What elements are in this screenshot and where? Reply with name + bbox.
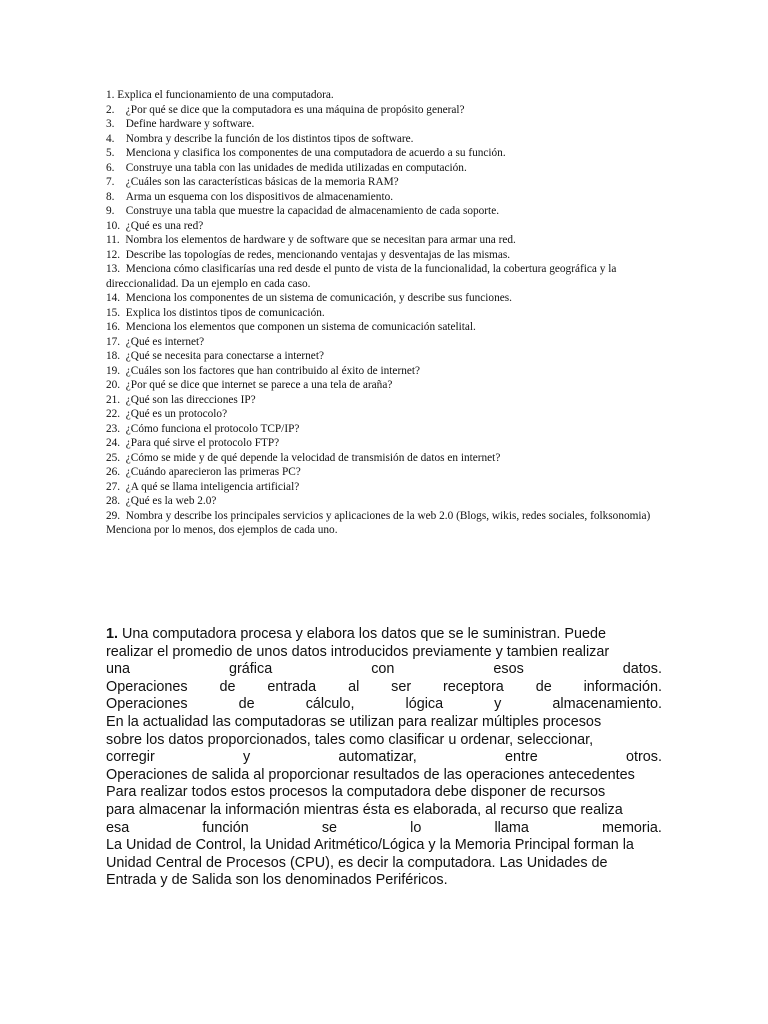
question-item: 11. Nombra los elementos de hardware y de software que se necesitan para armar una red. bbox=[106, 234, 516, 246]
answer-word: y bbox=[242, 749, 251, 766]
question-item: 15. Explica los distintos tipos de comunicación. bbox=[106, 306, 325, 319]
answer-line: Unidad Central de Procesos (CPU), es decir la computadora. Las Unidades de bbox=[106, 854, 608, 871]
answer-word: lógica bbox=[405, 696, 444, 713]
question-item: 29. Nombra y describe los principales servicios y aplicaciones de la web 2.0 (Blogs, wikis, redes sociales, folksonomia) Menciona por lo menos, dos ejemplos de cada uno. bbox=[106, 509, 651, 536]
question-item: 1. Explica el funcionamiento de una computadora. bbox=[106, 89, 334, 101]
answer-word: lo bbox=[410, 819, 422, 836]
answer-word: llama bbox=[494, 819, 529, 836]
answer-word: Operaciones bbox=[106, 678, 188, 695]
question-item: 19. ¿Cuáles son los factores que han contribuido al éxito de internet? bbox=[106, 364, 421, 377]
answer-text: Una computadora procesa y elabora los datos que se le suministran. Puede bbox=[118, 626, 606, 642]
answer-word: gráfica bbox=[229, 661, 273, 678]
question-item: 5. Menciona y clasifica los componentes de una computadora de acuerdo a su función. bbox=[106, 147, 506, 159]
question-item: 4. Nombra y describe la función de los distintos tipos de software. bbox=[106, 132, 414, 145]
answer-word: cálculo, bbox=[305, 696, 355, 713]
question-item: 6. Construye una tabla con las unidades de medida utilizadas en computación. bbox=[106, 161, 467, 174]
answer-line: para almacenar la información mientras ésta es elaborada, al recurso que realiza bbox=[106, 801, 623, 818]
answer-word: se bbox=[321, 819, 338, 836]
question-item: 13. Menciona cómo clasificarías una red desde el punto de vista de la funcionalidad, la cobertura geográfica y la direccionalidad. Da un ejemplo en cada caso. bbox=[106, 263, 617, 290]
question-item: 27. ¿A qué se llama inteligencia artificial? bbox=[106, 480, 300, 493]
answer-number: 1. bbox=[106, 626, 119, 642]
answer-line: Operaciones de salida al proporcionar resultados de las operaciones antecedentes bbox=[106, 766, 635, 783]
answer-line: La Unidad de Control, la Unidad Aritmético/Lógica y la Memoria Principal forman la bbox=[106, 837, 634, 854]
answer-line bbox=[106, 820, 662, 838]
answer-word: ser bbox=[391, 678, 412, 695]
answer-word: esos bbox=[493, 661, 524, 678]
answer-line: Entrada y de Salida son los denominados Periféricos. bbox=[106, 872, 448, 889]
answer-word: una bbox=[106, 661, 131, 678]
answer-line bbox=[106, 696, 662, 714]
answer-word: automatizar, bbox=[338, 749, 417, 766]
answer-word: esa bbox=[106, 819, 130, 836]
question-item: 3. Define hardware y software. bbox=[106, 118, 255, 130]
question-item: 10. ¿Qué es una red? bbox=[106, 219, 204, 232]
answer-word: de bbox=[535, 678, 552, 695]
question-item: 9. Construye una tabla que muestre la capacidad de almacenamiento de cada soporte. bbox=[106, 205, 500, 217]
answer-word: con bbox=[371, 661, 395, 678]
question-item: 28. ¿Qué es la web 2.0? bbox=[106, 495, 217, 507]
question-item: 16. Menciona los elementos que componen un sistema de comunicación satelital. bbox=[106, 321, 476, 333]
answer-word: datos. bbox=[622, 661, 662, 678]
answer-word: otros. bbox=[626, 749, 662, 766]
answer-word: corregir bbox=[106, 749, 155, 766]
question-item: 7. ¿Cuáles son las características básicas de la memoria RAM? bbox=[106, 176, 399, 188]
answer-word: memoria. bbox=[601, 819, 662, 836]
question-item: 25. ¿Cómo se mide y de qué depende la velocidad de transmisión de datos en internet? bbox=[106, 451, 501, 464]
question-item: 22. ¿Qué es un protocolo? bbox=[106, 408, 228, 420]
answer-word: entrada bbox=[267, 678, 317, 695]
answer-word: Operaciones bbox=[106, 696, 188, 713]
answer-word: y bbox=[494, 696, 502, 713]
answer-word: almacenamiento. bbox=[552, 696, 662, 713]
question-item: 23. ¿Cómo funciona el protocolo TCP/IP? bbox=[106, 422, 300, 435]
question-item: 14. Menciona los componentes de un sistema de comunicación, y describe sus funciones. bbox=[106, 292, 512, 304]
question-list bbox=[106, 88, 666, 538]
answer-line: En la actualidad las computadoras se utilizan para realizar múltiples procesos bbox=[106, 713, 602, 730]
answer-line: sobre los datos proporcionados, tales como clasificar u ordenar, seleccionar, bbox=[106, 731, 594, 748]
answer-word: receptora bbox=[443, 678, 504, 695]
question-item: 18. ¿Qué se necesita para conectarse a internet? bbox=[106, 350, 324, 362]
answer-line: Para realizar todos estos procesos la computadora debe disponer de recursos bbox=[106, 784, 606, 801]
answer-line bbox=[106, 749, 662, 767]
answer-word: de bbox=[238, 696, 255, 713]
question-item: 12. Describe las topologías de redes, mencionando ventajas y desventajas de las mismas. bbox=[106, 248, 511, 261]
answer-word: entre bbox=[504, 749, 538, 766]
answer-block bbox=[106, 626, 662, 890]
answer-line bbox=[106, 661, 662, 679]
question-item: 21. ¿Qué son las direcciones IP? bbox=[106, 393, 256, 406]
answer-word: información. bbox=[583, 678, 662, 695]
answer-word: de bbox=[219, 678, 236, 695]
answer-line bbox=[106, 679, 662, 697]
question-item: 2. ¿Por qué se dice que la computadora es una máquina de propósito general? bbox=[106, 103, 465, 116]
answer-word: función bbox=[202, 819, 249, 836]
answer-line: realizar el promedio de unos datos introducidos previamente y tambien realizar bbox=[106, 643, 610, 660]
question-item: 26. ¿Cuándo aparecieron las primeras PC? bbox=[106, 466, 301, 478]
question-item: 8. Arma un esquema con los dispositivos de almacenamiento. bbox=[106, 190, 394, 203]
question-item: 17. ¿Qué es internet? bbox=[106, 335, 205, 348]
answer-word: al bbox=[348, 678, 360, 695]
answer-line bbox=[106, 626, 662, 644]
question-item: 24. ¿Para qué sirve el protocolo FTP? bbox=[106, 437, 280, 449]
question-item: 20. ¿Por qué se dice que internet se parece a una tela de araña? bbox=[106, 379, 393, 391]
